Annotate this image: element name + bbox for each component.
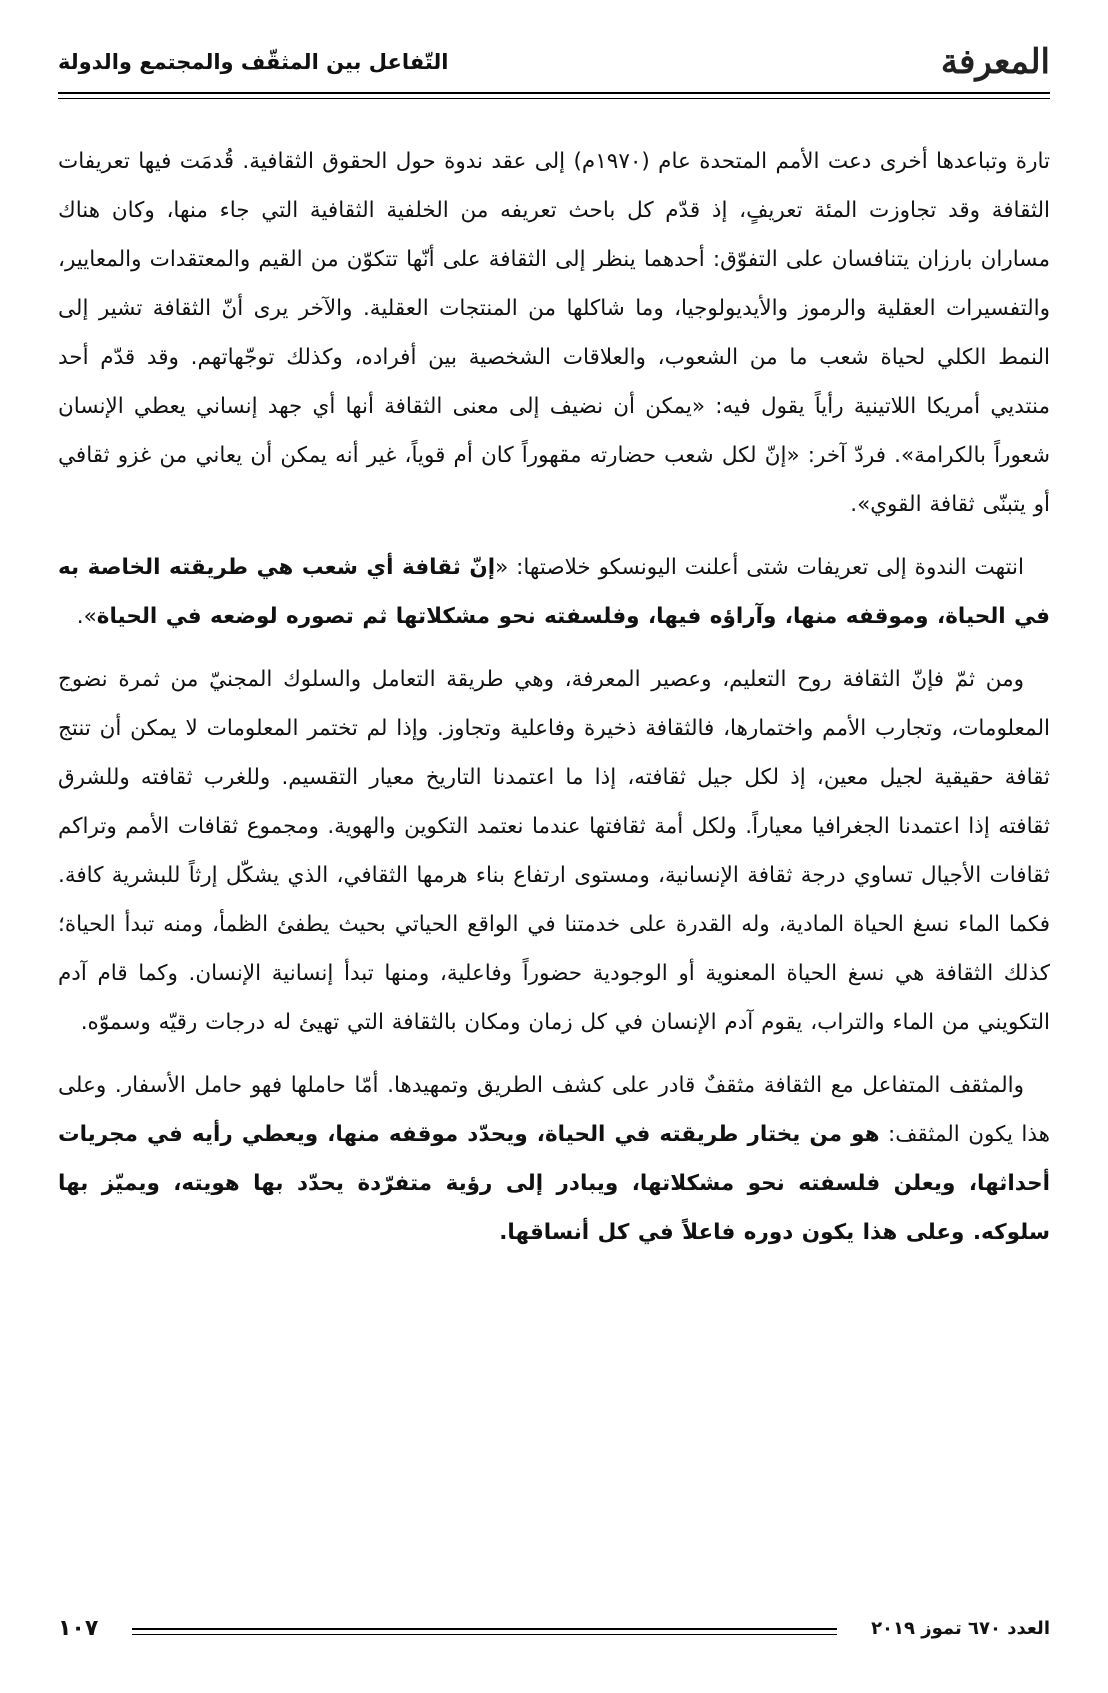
paragraph-text: والمثقف المتفاعل مع الثقافة مثقفٌ قادر على كشف الطريق وتمهيدها. أمّا حاملها فهو حامل الأسفار. وعلى هذا يكون المثقف:: [58, 1073, 1050, 1147]
paragraph-1: [58, 137, 1050, 529]
footer-divider: [132, 1628, 837, 1630]
journal-logo: المعرفة: [940, 42, 1050, 82]
page-footer: [58, 1612, 1050, 1646]
header-divider: [58, 92, 1050, 94]
paragraph-text: ».: [76, 604, 97, 629]
article-body: [58, 137, 1050, 1271]
intellectual-definition: هو من يختار طريقته في الحياة، ويحدّد موقفه منها، ويعطي رأيه في مجريات أحداثها، ويعلن فلسفته نحو مشكلاتها، ويبادر إلى رؤية متفرّدة يحدّد بها هويته، ويميّز بها سلوكه. وعلى هذا يكون دوره فاعلاً في كل أنساقها.: [58, 1122, 1050, 1245]
running-title: التّفاعل بين المثقّف والمجتمع والدولة: [58, 50, 449, 74]
paragraph-text: ومن ثمّ فإنّ الثقافة روح التعليم، وعصير المعرفة، وهي طريقة التعامل والسلوك المجنيّ من ثمرة نضوج المعلومات، وتجارب الأمم واختمارها، فالثقافة ذخيرة وفاعلية وتجاوز. وإذا لم تختمر المعلومات لا يمكن أن تنتج ثقافة حقيقية لجيل معين، إذ لكل جيل ثقافته، إذا ما اعتمدنا التاريخ معيار التقسيم. وللغرب ثقافته وللشرق ثقافته إذا اعتمدنا الجغرافيا معياراً. ولكل أمة ثقافتها عندما نعتمد التكوين والهوية. ومجموع ثقافات الأمم وتراكم ثقافات الأجيال تساوي درجة ثقافة الإنسانية، ومستوى ارتفاع بناء هرمها الثقافي، الذي يشكّل إرثاً للبشرية كافة. فكما الماء نسغ الحياة المادية، وله القدرة على خدمتنا في الواقع الحياتي بحيث يطفئ الظمأ، ومنه تبدأ الحياة؛ كذلك الثقافة هي نسغ الحياة المعنوية أو الوجودية حضوراً وفاعلية، ومنها تبدأ إنسانية الإنسان. وكما قام آدم التكويني من الماء والتراب، يقوم آدم الإنسان في كل زمان ومكان بالثقافة التي تهيئ له درجات رقيّه وسموّه.: [58, 667, 1050, 1035]
issue-info: العدد ٦٧٠ تموز ٢٠١٩: [871, 1618, 1050, 1639]
paragraph-3: [58, 655, 1050, 1047]
unesco-definition-quote: إنّ ثقافة أي شعب هي طريقته الخاصة به في الحياة، وموقفه منها، وآراؤه فيها، وفلسفته نحو مشكلاتها ثم تصوره لوضعه في الحياة: [58, 555, 1050, 629]
paragraph-text: تارة وتباعدها أخرى دعت الأمم المتحدة عام (١٩٧٠م) إلى عقد ندوة حول الحقوق الثقافية. قُدمَت فيها تعريفات الثقافة وقد تجاوزت المئة تعريفٍ، إذ قدّم كل باحث تعريفه من الخلفية الثقافية التي جاء منها، وكان هناك مساران بارزان يتنافسان على التفوّق: أحدهما ينظر إلى الثقافة على أنّها تتكوّن من القيم والمعتقدات والمعايير، والتفسيرات العقلية والرموز والأيديولوجيا، وما شاكلها من المنتجات العقلية. والآخر يرى أنّ الثقافة تشير إلى النمط الكلي لحياة شعب ما من الشعوب، والعلاقات الشخصية بين أفراده، وكذلك توجّهاتهم. وقد قدّم أحد منتديي أمريكا اللاتينية رأياً يقول فيه: «يمكن أن نضيف إلى معنى الثقافة أنها أي جهد إنساني يعطي الإنسان شعوراً بالكرامة». فردّ آخر: «إنّ لكل شعب حضارته مقهوراً كان أم قوياً، غير أنه يمكن أن يعاني من غزو ثقافي أو يتبنّى ثقافة القوي».: [58, 149, 1050, 517]
paragraph-4: [58, 1061, 1050, 1257]
page-number: ١٠٧: [58, 1616, 99, 1641]
header-divider-thin: [58, 98, 1050, 99]
paragraph-text: انتهت الندوة إلى تعريفات شتى أعلنت اليونسكو خلاصتها: «: [495, 555, 1024, 580]
page-header: [58, 40, 1050, 84]
paragraph-2: [58, 543, 1050, 641]
